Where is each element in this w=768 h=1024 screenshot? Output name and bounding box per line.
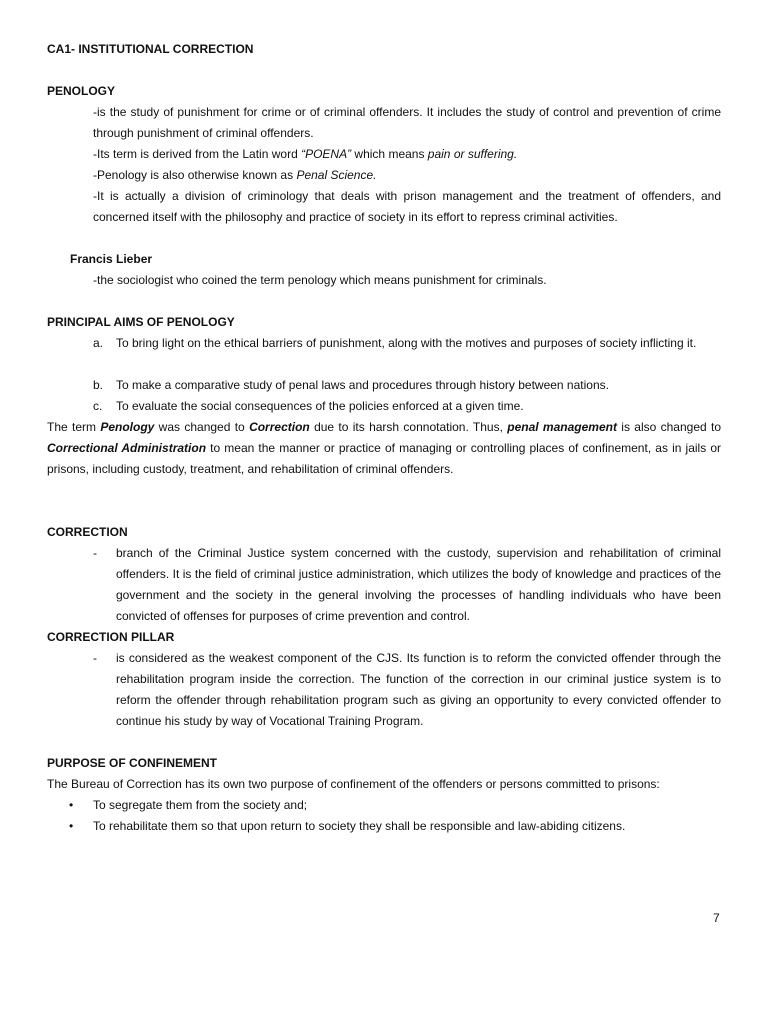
pain-or-suffering: pain or suffering. [427, 147, 518, 161]
correction-heading: CORRECTION [47, 525, 128, 539]
pillar-marker: - [93, 651, 97, 665]
penology-division: -It is actually a division of criminology that deals with prison management and the treatment of offenders, and concerned itself with the philosophy and practice of society in its effort to repress criminal activities. [93, 189, 721, 224]
correction-marker: - [93, 546, 97, 560]
correction-term: Correction [249, 420, 310, 434]
aims-marker-a: a. [93, 336, 104, 350]
penology-change-paragraph: The term Penology was changed to Correction due to its harsh connotation. Thus, penal management is also changed to Correctional Administration to mean the manner or practice of managing or controlling places of confinement, as in jails or prisons, including custody, treatment, and rehabilitation of criminal offenders. [47, 420, 722, 476]
penology-etymology: -Its term is derived from the Latin word “POENA” which means pain or suffering. [93, 147, 518, 161]
penology-heading: PENOLOGY [47, 84, 116, 98]
aims-heading: PRINCIPAL AIMS OF PENOLOGY [47, 315, 235, 329]
confinement-heading: PURPOSE OF CONFINEMENT [47, 756, 218, 770]
aims-marker-c: c. [93, 399, 103, 413]
correction-text: branch of the Criminal Justice system concerned with the custody, supervision and rehabilitation of criminal offenders. It is the field of criminal justice administration, which utilizes the body of knowledge and practices of the government and the society in the general involving the processes of handling individuals who have been convicted of offenses for purposes of crime prevention and control. [116, 546, 721, 623]
bullet-marker: • [69, 798, 74, 812]
confinement-bullet-1: To segregate them from the society and; [93, 798, 308, 812]
bullet-marker: • [69, 819, 74, 833]
penal-science-term: Penal Science. [296, 168, 377, 182]
confinement-intro: The Bureau of Correction has its own two purpose of confinement of the offenders or persons committed to prisons: [47, 777, 660, 791]
penology-alias: -Penology is also otherwise known as Penal Science. [93, 168, 377, 182]
poena-term: “POENA” [301, 147, 352, 161]
confinement-bullet-2: To rehabilitate them so that upon return to society they shall be responsible and law-abiding citizens. [93, 819, 626, 833]
aims-item-c: To evaluate the social consequences of the policies enforced at a given time. [116, 399, 524, 413]
page-number: 7 [713, 911, 720, 925]
pillar-text: is considered as the weakest component of the CJS. Its function is to reform the convicted offender through the rehabilitation program inside the correction. The function of the correction in our criminal justice system is to reform the offender through rehabilitation program such as giving an opportunity to every convicted offender to continue his study by way of Vocational Training Program. [116, 651, 721, 728]
aims-item-a: To bring light on the ethical barriers of punishment, along with the motives and purposes of society inflicting it. [116, 336, 697, 350]
aims-item-b: To make a comparative study of penal laws and procedures through history between nations. [116, 378, 609, 392]
penal-management-term: penal management [507, 420, 617, 434]
lieber-name: Francis Lieber [70, 252, 153, 266]
document-title: CA1- INSTITUTIONAL CORRECTION [47, 42, 254, 56]
penology-definition: -is the study of punishment for crime or of criminal offenders. It includes the study of control and prevention of crime through punishment of criminal offenders. [93, 105, 721, 140]
pillar-heading: CORRECTION PILLAR [47, 630, 175, 644]
aims-marker-b: b. [93, 378, 104, 392]
lieber-text: -the sociologist who coined the term penology which means punishment for criminals. [93, 273, 547, 287]
penology-term: Penology [100, 420, 155, 434]
correctional-administration-term: Correctional Administration [47, 441, 207, 455]
